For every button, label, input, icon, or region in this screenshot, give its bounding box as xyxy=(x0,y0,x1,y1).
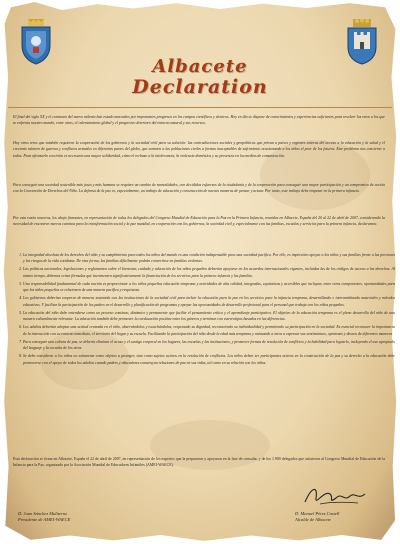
signatory-name: D. Manuel Pérez Castell xyxy=(295,511,340,516)
signatory-name: D. Juan Sánchez Muliterno xyxy=(18,511,68,516)
divider xyxy=(8,107,392,108)
paragraph-challenges: Hay otros retos que también requieren la cooperación de los gobiernos y la sociedad civil para su solución: las contradicciones sociales y geopolíticas que privan a países y regiones enteras del acceso a la educación y la salud y el creciente número de guerras y conflictos armados en diferentes partes del globo, que someten a las poblaciones civiles a formas inaceptables de sufrimiento ocasionando a los niños el peor de los futuros. Este problema nos concierne a todos. Para afrontarlo con éxito es necesaria una mayor solidaridad, cómo el rechazo a la intolerancia, la violencia doméstica y su presencia en los medios de comunicación. xyxy=(13,141,385,158)
paragraph-society: Para conseguir una sociedad sostenible más justa y más humana se requiere un cambio de mentalidades, con decididos esfuerzos de la ciudadanía y de la cooperación para conseguir una mayor participación y un compromiso de acción con la Convención de Derechos del Niño. La defensa de la paz es, especialmente, un trabajo de educación y construcción de nuevas maneras de pensar y actuar. Por tanto, este trabajo debe empezar en la primera infancia. xyxy=(13,183,385,194)
signatory-left xyxy=(18,511,70,523)
list-item: 8. Se debe considerar a los niños no solamente como objetos a proteger, sino como sujetos activos en la resolución de conflictos. Los niños deben ser participantes activos en la construcción de la paz y su derecho a la educación debe promoverse con el apoyo de todos los adultos cuando padres y educadores construyan relaciones de paz en sus vidas, tal como en su relación con los niños. xyxy=(23,353,395,366)
list-item: 6. Los adultos deberían adoptar una actitud centrada en el niño, observándolos y escuchándolos, respetando su dignidad, reconociendo su individualidad y permitiendo su participación en la sociedad. Es esencial reconocer la importancia de la interacción con su entorno inmediato, el territorio del hogar y su escuela. Facilitando la participación del niño desde la edad más temprana y animando a otros a expresar sus sentimientos, opiniones y deseos de diferentes maneras. xyxy=(23,324,395,337)
list-item: 5. La educación del niño debe entenderse como un proceso continuo, dinámico y permanente que facilite el pensamiento crítico y el aprendizaje participativo. El objetivo de la educación temprana es el pleno desarrollo del niño de una manera culturalmente relevante. La educación también debe promover la coeducación positiva entre los géneros y terminar con estereotipos basados en las diferencias. xyxy=(23,310,395,323)
title-line-1: Albacete xyxy=(152,56,248,77)
list-item: 1. La integridad absoluta de los derechos del niño y su cumplimiento para todos los niños del mundo es una condición indispensable para una sociedad pacífica. Por ello, es imperativo apoyar a los niños y sus familias frente a las presiones y los riesgos de la vida cotidiana. De otra forma, las familias difícilmente podrán convertirse en familias violentas. xyxy=(23,252,395,265)
signatory-role: Presidente de AMEI-WAECE xyxy=(18,517,71,522)
list-item: 3. Una responsabilidad fundamental de cada nación es proporcionar a los niños pequeños educación temprana y actividades de alta calidad, integradas, equitativas y accesibles que incluyan, entre otros componentes, oportunidades para que los niños pequeños se relacionen de una manera pacífica y respetuosa. xyxy=(23,281,395,294)
list-item: 7. Para conseguir una cultura de paz, se debería eliminar el acoso y el castigo corporal en los hogares, las escuelas y las instituciones, y promover formas de resolución de conflictos y la habilidad para lograrlo, incluyendo el uso apropiado del lenguaje y la escucha de los otros. xyxy=(23,339,395,352)
signatory-role: Alcalde de Albacete xyxy=(295,517,331,522)
list-item: 2. Las políticas nacionales, legislaciones y reglamentos sobre el bienestar, cuidado y educación de los niños pequeños deberían apoyarse en los acuerdos internacionales vigentes, incluidas las de los códigos de acceso a los derechos. Al mismo tiempo, debemos evitar fórmulas que incrementen significativamente la financiación de los servicios para la primera infancia y las familias. xyxy=(23,266,395,279)
paragraph-declaration-intro: Por esta razón nosotros, los abajo firmantes, en representación de todos los delegados del Congreso Mundial de Educación para la Paz en la Primera Infancia, reunidos en Albacete, España del 20 al 22 de abril de 2007, considerando la necesidad de encontrar nuevos caminos para la transformación social y la paz mundial, en cooperación con los gobiernos, la sociedad civil y, especialmente con las familias, escuelas y servicios para la primera infancia, declaramos: xyxy=(13,216,385,227)
signatory-right xyxy=(295,511,339,523)
title-line-2: Declaration xyxy=(132,76,268,98)
list-item: 4. Los gobiernos deberían cooperar de manera sostenida con las instituciones de la sociedad civil para incluir la educación para la paz en los servicios para la infancia temprana, desarrollando e intercambiando materiales y métodos educativos. Y facilitar la participación de los padres en el desarrollo y planificación de programas y apoyar las oportunidades de desarrollo profesional para el personal que trabaja con los niños pequeños. xyxy=(23,295,395,308)
signature-mayor xyxy=(300,480,370,510)
declaration-list xyxy=(13,252,395,368)
paragraph-intro: El final del siglo XX y el comienzo del nuevo milenio han estado marcados por importantes progresos en los campos científicos y técnicos. Hoy en día se dispone de conocimientos y experiencias suficientes para resolver los retos a los que se enfrenta nuestro mundo, entre otros, el calentamiento global y el progresivo deterioro del entorno natural y sus recursos. xyxy=(13,115,385,126)
closing-paragraph: Esta declaración se firma en Albacete, España el 22 de abril de 2007, en representación de los expertos que la prepararon y apoyaron en la fase de consulta, y de los 1.900 delegados que asistieron al Congreso Mundial de Educación de la Infancia para la Paz, organizado por la Asociación Mundial de Educadores Infantiles (AMEI-WAECE). xyxy=(13,457,385,468)
